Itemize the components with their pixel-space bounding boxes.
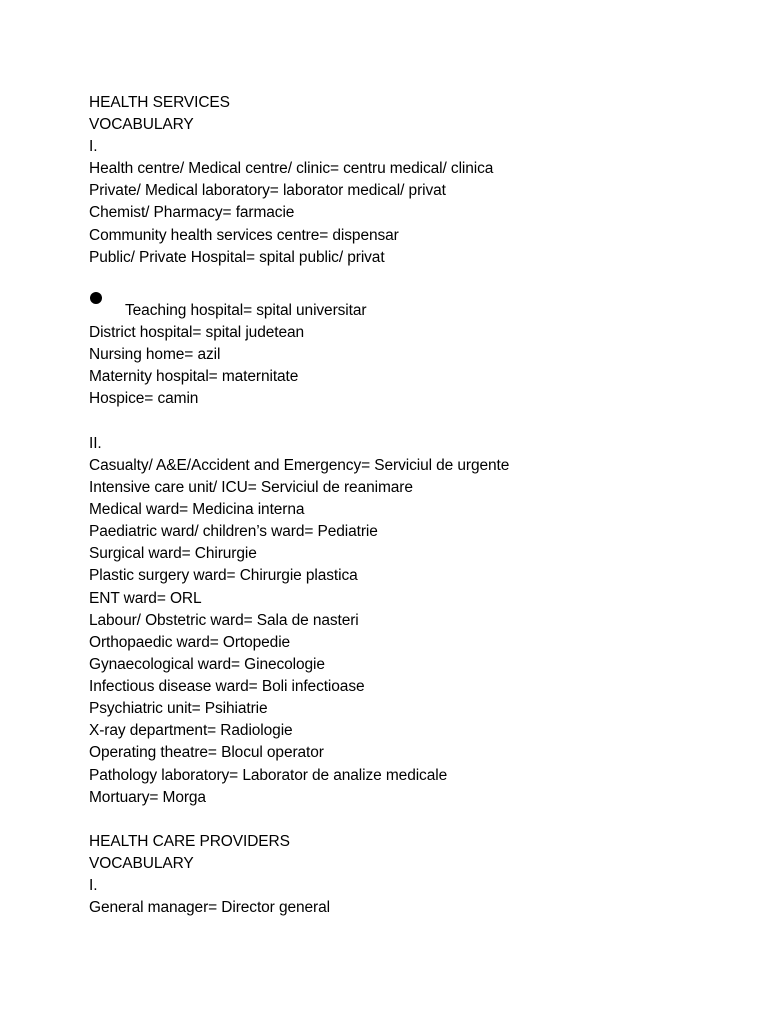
bullet-icon	[90, 292, 102, 304]
vocab-item: Psychiatric unit= Psihiatrie	[89, 700, 268, 717]
vocab-item: Casualty/ A&E/Accident and Emergency= Serviciul de urgente	[89, 457, 510, 474]
section-subtitle: VOCABULARY	[89, 855, 194, 872]
vocab-item: Operating theatre= Blocul operator	[89, 744, 324, 761]
part-number: II.	[89, 435, 102, 452]
vocab-item: Maternity hospital= maternitate	[89, 368, 299, 385]
vocab-item: District hospital= spital judetean	[89, 324, 305, 341]
vocab-item: Pathology laboratory= Laborator de analize medicale	[89, 767, 448, 784]
vocab-item: Private/ Medical laboratory= laborator medical/ privat	[89, 182, 446, 199]
vocab-item: Surgical ward= Chirurgie	[89, 545, 257, 562]
vocab-item: Nursing home= azil	[89, 346, 221, 363]
vocab-item: Community health services centre= dispensar	[89, 227, 399, 244]
vocab-item: X-ray department= Radiologie	[89, 722, 293, 739]
section-title: HEALTH SERVICES	[89, 94, 230, 111]
vocab-item: Intensive care unit/ ICU= Serviciul de reanimare	[89, 479, 413, 496]
vocab-item: Labour/ Obstetric ward= Sala de nasteri	[89, 612, 359, 629]
vocab-item: ENT ward= ORL	[89, 590, 202, 607]
vocab-item: Plastic surgery ward= Chirurgie plastica	[89, 567, 358, 584]
vocab-item: Health centre/ Medical centre/ clinic= centru medical/ clinica	[89, 160, 494, 177]
vocab-item: Teaching hospital= spital universitar	[125, 302, 367, 319]
vocab-item: Hospice= camin	[89, 390, 199, 407]
part-number: I.	[89, 877, 98, 894]
part-number: I.	[89, 138, 98, 155]
vocab-item: Paediatric ward/ children’s ward= Pediatrie	[89, 523, 378, 540]
vocab-item: Chemist/ Pharmacy= farmacie	[89, 204, 295, 221]
section-subtitle: VOCABULARY	[89, 116, 194, 133]
vocab-item: General manager= Director general	[89, 899, 330, 916]
vocab-item: Mortuary= Morga	[89, 789, 206, 806]
vocab-item: Medical ward= Medicina interna	[89, 501, 305, 518]
vocab-item: Infectious disease ward= Boli infectioase	[89, 678, 365, 695]
section-title: HEALTH CARE PROVIDERS	[89, 833, 290, 850]
vocab-item: Orthopaedic ward= Ortopedie	[89, 634, 291, 651]
vocab-item: Gynaecological ward= Ginecologie	[89, 656, 325, 673]
vocab-item: Public/ Private Hospital= spital public/ privat	[89, 249, 385, 266]
